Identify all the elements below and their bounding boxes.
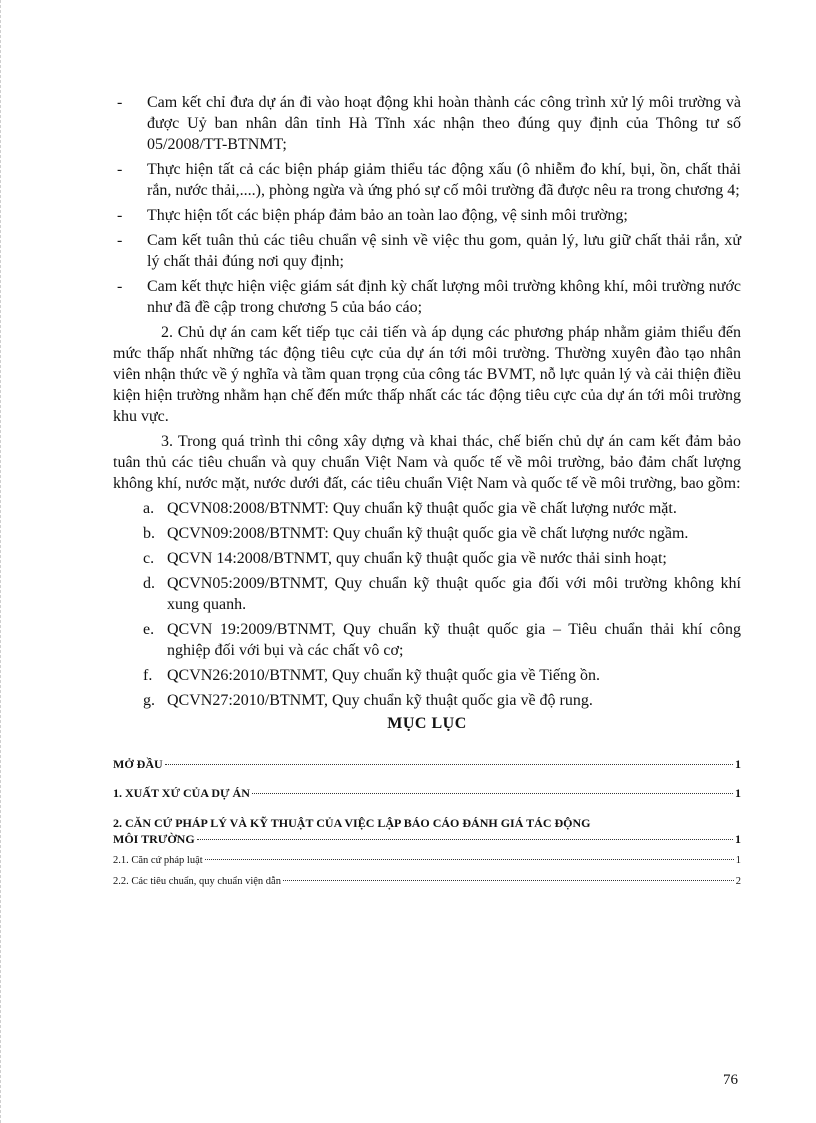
toc-entry-label: 2. CĂN CỨ PHÁP LÝ VÀ KỸ THUẬT CỦA VIỆC LẬP BÁO CÁO ĐÁNH GIÁ TÁC ĐỘNG: [113, 816, 591, 830]
standard-text: QCVN26:2010/BTNMT, Quy chuẩn kỹ thuật quốc gia về Tiếng ồn.: [167, 667, 601, 684]
toc-dot-leader: [197, 839, 733, 840]
standard-text: QCVN 14:2008/BTNMT, quy chuẩn kỹ thuật quốc gia về nước thải sinh hoạt;: [167, 550, 667, 567]
table-of-contents: [113, 757, 741, 887]
toc-entry-label: 2.1. Căn cứ pháp luật: [113, 855, 203, 866]
standard-text: QCVN08:2008/BTNMT: Quy chuẩn kỹ thuật quốc gia về chất lượng nước mặt.: [167, 500, 677, 517]
standard-text: QCVN27:2010/BTNMT, Quy chuẩn kỹ thuật quốc gia về độ rung.: [167, 692, 593, 709]
standard-text: QCVN09:2008/BTNMT: Quy chuẩn kỹ thuật quốc gia về chất lượng nước ngầm.: [167, 525, 689, 542]
standard-item: [143, 573, 741, 615]
bullet-dash: -: [117, 278, 123, 295]
standard-item: [143, 548, 741, 569]
toc-entry-page: 1: [735, 786, 741, 800]
item-marker: e.: [143, 621, 155, 638]
toc-entry-page: 1: [735, 757, 741, 771]
standard-text: QCVN05:2009/BTNMT, Quy chuẩn kỹ thuật quốc gia đối với môi trường không khí xung quanh.: [167, 575, 741, 613]
list-item: [113, 205, 741, 226]
standard-item: [143, 665, 741, 686]
list-item-text: Cam kết tuân thủ các tiêu chuẩn vệ sinh về việc thu gom, quản lý, lưu giữ chất thải rắn, xử lý chất thải đúng nơi quy định;: [147, 232, 741, 270]
list-item-text: Cam kết thực hiện việc giám sát định kỳ chất lượng môi trường không khí, môi trường nước như đã đề cập trong chương 5 của báo cáo;: [147, 278, 741, 316]
bullet-dash: -: [117, 94, 123, 111]
item-marker: g.: [143, 692, 155, 709]
toc-entry-page: 1: [735, 855, 741, 866]
standard-text: QCVN 19:2009/BTNMT, Quy chuẩn kỹ thuật quốc gia – Tiêu chuẩn thải khí công nghiệp đối với bụi và các chất vô cơ;: [167, 621, 741, 659]
standard-item: [143, 619, 741, 661]
toc-entry-page: 1: [735, 832, 741, 846]
commitment-list: [113, 92, 741, 318]
list-item: [113, 230, 741, 272]
page-number: 76: [723, 1072, 738, 1088]
bullet-dash: -: [117, 232, 123, 249]
standard-item: [143, 523, 741, 544]
toc-dot-leader: [252, 793, 733, 794]
list-item: [113, 159, 741, 201]
toc-entry-label: 2.2. Các tiêu chuẩn, quy chuẩn viện dẫn: [113, 876, 281, 887]
item-marker: d.: [143, 575, 155, 592]
bullet-dash: -: [117, 207, 123, 224]
toc-dot-leader: [283, 880, 734, 881]
item-marker: a.: [143, 500, 155, 517]
standards-list: [143, 498, 741, 711]
toc-entry-label: 1. XUẤT XỨ CỦA DỰ ÁN: [113, 786, 250, 800]
list-item-text: Thực hiện tốt các biện pháp đảm bảo an toàn lao động, vệ sinh môi trường;: [147, 207, 628, 224]
toc-entry[interactable]: [113, 815, 741, 847]
page-content: [113, 92, 741, 897]
standard-item: [143, 498, 741, 519]
toc-entry-label: MỞ ĐẦU: [113, 757, 163, 771]
toc-dot-leader: [165, 764, 733, 765]
list-item-text: Thực hiện tất cả các biện pháp giảm thiểu tác động xấu (ô nhiễm đo khí, bụi, ồn, chất thải rắn, nước thải,....), phòng ngừa và ứng phó sự cố môi trường đã được nêu ra trong chương 4;: [147, 161, 741, 199]
toc-entry[interactable]: [113, 757, 741, 772]
bullet-dash: -: [117, 161, 123, 178]
list-item: [113, 92, 741, 155]
item-marker: c.: [143, 550, 155, 567]
paragraph-3: 3. Trong quá trình thi công xây dựng và khai thác, chế biến chủ dự án cam kết đảm bảo tuân thủ các tiêu chuẩn và quy chuẩn Việt Nam và quốc tế về môi trường, bảo đảm chất lượng không khí, nước mặt, nước dưới đất, các tiêu chuẩn Việt Nam và quốc tế về môi trường, bao gồm:: [113, 433, 741, 492]
paragraph-2: 2. Chủ dự án cam kết tiếp tục cải tiến và áp dụng các phương pháp nhằm giảm thiểu đến mức thấp nhất những tác động tiêu cực của dự án tới môi trường. Thường xuyên đào tạo nhân viên nhận thức về ý nghĩa và tầm quan trọng của công tác BVMT, nỗ lực quản lý và cải thiện điều kiện hiện trường nhằm hạn chế đến mức thấp nhất các tác động tiêu cực của dự án tới môi trường khu vực.: [113, 324, 741, 425]
toc-entry[interactable]: [113, 876, 741, 887]
toc-entry-page: 2: [735, 876, 741, 887]
item-marker: b.: [143, 525, 155, 542]
toc-entry[interactable]: [113, 855, 741, 866]
toc-title: MỤC LỤC: [387, 715, 467, 732]
toc-entry[interactable]: [113, 786, 741, 801]
toc-dot-leader: [205, 859, 734, 860]
item-marker: f.: [143, 667, 153, 684]
standard-item: [143, 690, 741, 711]
toc-entry-label-continued: MÔI TRƯỜNG: [113, 832, 195, 846]
list-item: [113, 276, 741, 318]
list-item-text: Cam kết chỉ đưa dự án đi vào hoạt động khi hoàn thành các công trình xử lý môi trường và được Uỷ ban nhân dân tỉnh Hà Tĩnh xác nhận theo đúng quy định của Thông tư số 05/2008/TT-BTNMT;: [147, 94, 741, 153]
